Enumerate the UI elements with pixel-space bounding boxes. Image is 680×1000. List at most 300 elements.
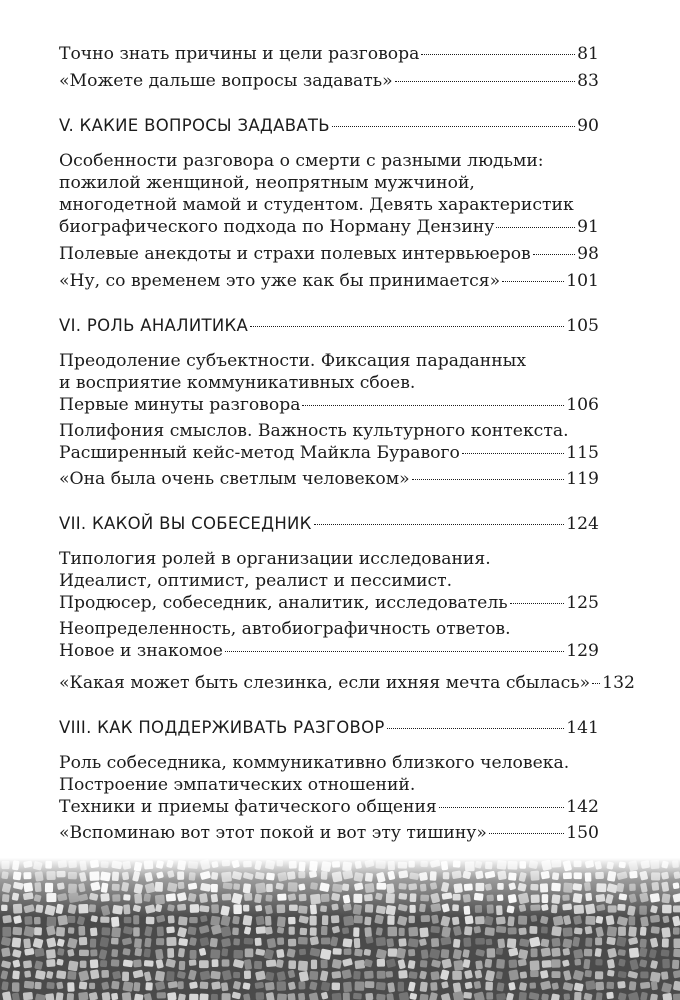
mosaic-tile [166, 926, 175, 933]
mosaic-tile [629, 981, 637, 991]
mosaic-tile [518, 927, 526, 935]
toc-entry [59, 70, 599, 92]
mosaic-tile [67, 993, 74, 1000]
mosaic-tile [640, 971, 648, 978]
toc-entry [59, 150, 599, 238]
mosaic-tile [111, 949, 118, 957]
mosaic-tile [518, 949, 528, 960]
mosaic-tile [144, 938, 151, 948]
mosaic-tile [277, 981, 286, 991]
mosaic-tile [277, 993, 287, 1000]
mosaic-tile [574, 927, 583, 934]
mosaic-tile [333, 948, 342, 955]
mosaic-tile [606, 992, 614, 999]
mosaic-tile [376, 994, 386, 1000]
page-number: 106 [566, 395, 599, 415]
mosaic-tile [321, 937, 330, 944]
mosaic-tile [45, 993, 54, 1000]
mosaic-tile [187, 926, 196, 935]
mosaic-tile [344, 949, 352, 955]
mosaic-tile [574, 959, 581, 966]
mosaic-tile [376, 937, 386, 946]
entry-leader-row [59, 43, 599, 65]
mosaic-tile [155, 971, 165, 982]
mosaic-tile [267, 938, 277, 948]
mosaic-tile [596, 992, 603, 1000]
mosaic-tile [311, 960, 317, 970]
mosaic-tile [531, 948, 538, 957]
mosaic-tile [178, 948, 185, 958]
mosaic-tile [342, 938, 352, 947]
entry-leader-row [59, 270, 599, 292]
mosaic-tile [343, 993, 350, 1000]
mosaic-tile [265, 926, 273, 934]
mosaic-tile [143, 948, 151, 957]
mosaic-tile [200, 971, 211, 981]
page-number: 129 [566, 641, 599, 661]
entry-leader-row [59, 243, 599, 265]
mosaic-tile [265, 982, 275, 991]
mosaic-tile [112, 971, 121, 980]
mosaic-tile [221, 926, 232, 937]
mosaic-tile [398, 982, 404, 992]
mosaic-tile [651, 926, 660, 934]
chapter-entry [59, 513, 599, 535]
mosaic-tile [277, 927, 284, 934]
mosaic-tile [67, 971, 76, 980]
mosaic-tile [178, 938, 188, 946]
mosaic-tile [309, 971, 318, 980]
mosaic-tile [57, 948, 64, 956]
mosaic-tile [562, 948, 570, 956]
entry-leader-row [59, 216, 599, 238]
mosaic-tile [111, 981, 120, 990]
mosaic-tile [629, 947, 639, 958]
mosaic-tile [529, 926, 537, 934]
mosaic-tile [78, 992, 88, 1000]
mosaic-tile [618, 927, 626, 936]
mosaic-tile [377, 959, 385, 967]
mosaic-tile [606, 982, 614, 990]
mosaic-tile [441, 926, 451, 937]
entry-line: Преодоление субъектности. Фиксация параданных [59, 351, 527, 371]
mosaic-tile [564, 993, 571, 1000]
mosaic-tile [551, 948, 561, 957]
mosaic-tile [408, 938, 419, 947]
mosaic-tile [67, 982, 74, 992]
mosaic-tile [364, 927, 372, 937]
mosaic-tile [244, 970, 251, 978]
mosaic-tile [321, 960, 328, 969]
mosaic-tile [419, 994, 428, 1000]
chapter-title: V. КАКИЕ ВОПРОСЫ ЗАДАВАТЬ [59, 116, 330, 135]
mosaic-tile [640, 927, 647, 936]
mosaic-tile [673, 927, 680, 934]
mosaic-tile [287, 993, 295, 1000]
entry-title: «Какая может быть слезинка, если ихняя мечта сбылась» [59, 673, 591, 693]
mosaic-tile [332, 993, 342, 1000]
mosaic-tile [408, 927, 418, 937]
mosaic-tile [266, 960, 276, 968]
mosaic-tile [551, 971, 560, 978]
mosaic-tile [242, 982, 250, 990]
mosaic-tile [210, 938, 218, 948]
mosaic-tile [24, 981, 34, 989]
mosaic-tile [617, 981, 626, 989]
mosaic-tile [221, 938, 231, 947]
mosaic-tile [255, 938, 262, 946]
mosaic-tile [211, 981, 221, 990]
mosaic-tile [474, 981, 482, 989]
mosaic-tile [68, 960, 79, 971]
mosaic-tile [122, 992, 132, 1000]
mosaic-tile [408, 960, 416, 969]
mosaic-tile [618, 949, 626, 956]
entry-leader-row [59, 394, 599, 416]
mosaic-tile [496, 971, 503, 979]
toc-entry [59, 822, 599, 844]
mosaic-tile [574, 992, 581, 1000]
mosaic-tile [541, 926, 548, 933]
mosaic-tile [463, 937, 471, 947]
mosaic-tile [289, 927, 295, 935]
entry-title: Первые минуты разговора [59, 395, 301, 415]
mosaic-tile [386, 971, 393, 978]
mosaic-tile [496, 926, 506, 933]
page-number: 105 [566, 316, 599, 336]
mosaic-tile [551, 926, 562, 937]
page-number: 150 [566, 823, 599, 843]
mosaic-tile [190, 950, 197, 959]
entry-line: пожилой женщиной, неопрятным мужчиной, [59, 173, 475, 193]
mosaic-tile [90, 959, 99, 968]
mosaic-tile [421, 949, 429, 959]
mosaic-tile [79, 950, 89, 957]
entry-leader-row [59, 70, 599, 92]
mosaic-tile [496, 959, 505, 969]
dot-leader [412, 479, 565, 480]
mosaic-tile [519, 992, 527, 1000]
toc-entry [59, 468, 599, 490]
entry-leader-row [59, 115, 599, 137]
mosaic-tile [419, 927, 428, 937]
mosaic-tile [23, 960, 32, 968]
mosaic-tile [157, 992, 166, 998]
mosaic-tile [157, 926, 164, 936]
mosaic-tile [178, 981, 184, 989]
mosaic-tile [661, 949, 670, 956]
mosaic-tile [441, 949, 450, 958]
mosaic-tile [122, 972, 129, 982]
mosaic-decoration [0, 858, 680, 1000]
mosaic-tile [573, 949, 583, 959]
mosaic-tile [364, 949, 372, 956]
mosaic-tile [585, 938, 592, 947]
mosaic-tile [23, 938, 31, 948]
mosaic-tile [134, 938, 142, 948]
mosaic-tile [420, 982, 428, 993]
mosaic-tile [496, 993, 506, 1000]
mosaic-tile [277, 937, 284, 944]
mosaic-tile [430, 926, 440, 933]
mosaic-tile [233, 938, 240, 945]
mosaic-tile [430, 971, 439, 980]
mosaic-tile [485, 982, 493, 991]
mosaic-tile [551, 938, 560, 947]
entry-title: «Ну, со временем это уже как бы принимается» [59, 271, 501, 291]
mosaic-tile [200, 937, 210, 946]
entry-title: биографического подхода по Норману Дензину [59, 217, 495, 237]
mosaic-tile [585, 926, 593, 935]
entry-title: Полевые анекдоты и страхи полевых интервьюеров [59, 244, 531, 264]
entry-title: «Можете дальше вопросы задавать» [59, 71, 393, 91]
mosaic-tile [584, 970, 592, 977]
mosaic-tile [485, 927, 495, 936]
entry-leader-row [59, 672, 635, 694]
mosaic-tile [111, 993, 118, 1000]
mosaic-tile [68, 927, 75, 934]
mosaic-tile [364, 971, 374, 979]
dot-leader [332, 126, 575, 127]
entry-title: Продюсер, собеседник, аналитик, исследователь [59, 593, 508, 613]
mosaic-tile [661, 971, 669, 980]
mosaic-tile [1, 981, 8, 990]
mosaic-tile [133, 982, 140, 991]
mosaic-tile [508, 969, 519, 980]
mosaic-tile [123, 959, 133, 967]
entry-leader-row [59, 822, 599, 844]
mosaic-tile [256, 992, 265, 1000]
mosaic-tile [595, 959, 602, 965]
mosaic-tile [56, 959, 63, 966]
mosaic-tile [310, 927, 317, 936]
mosaic-tile [508, 927, 517, 934]
toc-entry [59, 548, 599, 614]
dot-leader [496, 227, 575, 228]
entry-line: Особенности разговора о смерти с разными людьми: [59, 151, 544, 171]
entry-leader-row [59, 796, 599, 818]
mosaic-tile [354, 938, 361, 948]
dot-leader [533, 254, 575, 255]
entry-line: и восприятие коммуникативных сбоев. [59, 373, 416, 393]
mosaic-tile [1, 947, 11, 957]
entry-line: Построение эмпатических отношений. [59, 775, 416, 795]
entry-line: многодетной мамой и студентом. Девять характеристик [59, 195, 574, 215]
mosaic-tile [453, 982, 462, 992]
mosaic-tile [90, 969, 100, 979]
mosaic-tile [199, 960, 209, 968]
entry-leader-row [59, 513, 599, 535]
mosaic-tile [584, 949, 592, 957]
mosaic-tile [12, 937, 22, 947]
mosaic-tile [574, 983, 584, 992]
mosaic-tile [90, 939, 96, 948]
dot-leader [502, 281, 564, 282]
toc-entry [59, 672, 635, 694]
mosaic-tile [166, 971, 175, 981]
mosaic-tile [541, 947, 551, 957]
mosaic-tile [595, 982, 604, 991]
mosaic-tile [420, 960, 428, 968]
page-number: 101 [566, 271, 599, 291]
mosaic-tile [265, 971, 274, 981]
mosaic-tile [388, 948, 398, 956]
mosaic-tile [474, 926, 482, 934]
mosaic-tile [101, 927, 110, 935]
mosaic-tile [673, 949, 680, 958]
mosaic-tile [398, 970, 408, 979]
dot-leader [489, 833, 564, 834]
mosaic-tile [487, 948, 496, 958]
mosaic-tile [23, 992, 33, 1000]
mosaic-tile [24, 970, 31, 977]
mosaic-tile [563, 927, 573, 936]
mosaic-tile [144, 960, 154, 967]
mosaic-tile [496, 982, 504, 991]
mosaic-tile [465, 982, 473, 990]
mosaic-tile [386, 938, 394, 947]
mosaic-tile [276, 949, 284, 958]
mosaic-tile [111, 937, 119, 944]
mosaic-tile [399, 928, 405, 936]
mosaic-tile [353, 993, 362, 1000]
mosaic-tile [595, 971, 603, 979]
mosaic-tile [78, 926, 85, 936]
page-number: 98 [577, 244, 599, 264]
mosaic-tile [102, 992, 111, 1000]
mosaic-tile [134, 948, 142, 957]
mosaic-tile [298, 937, 308, 945]
mosaic-tile [321, 982, 331, 992]
mosaic-tile [595, 937, 602, 945]
mosaic-tile [520, 971, 528, 978]
mosaic-tile [145, 982, 153, 991]
chapter-title: VII. КАКОЙ ВЫ СОБЕСЕДНИК [59, 514, 312, 533]
mosaic-tile [221, 982, 229, 991]
mosaic-tile [12, 982, 19, 991]
chapter-entry [59, 315, 599, 337]
mosaic-tile [156, 938, 164, 945]
mosaic-tile [662, 938, 669, 947]
mosaic-tile [431, 938, 439, 947]
mosaic-tile [486, 939, 493, 946]
mosaic-tile [79, 981, 88, 989]
mosaic-tile [111, 917, 120, 928]
mosaic-tile [101, 970, 109, 978]
mosaic-tile [199, 993, 208, 1000]
entry-leader-row [59, 468, 599, 490]
mosaic-tile [607, 970, 615, 977]
page-number: 115 [566, 443, 599, 463]
mosaic-tile [595, 948, 602, 957]
mosaic-tile [300, 928, 308, 936]
mosaic-tile [298, 993, 305, 1000]
entry-title: «Вспоминаю вот этот покой и вот эту тишину» [59, 823, 487, 843]
mosaic-tile [288, 939, 296, 947]
mosaic-tile [232, 927, 239, 935]
page-number: 81 [577, 44, 599, 64]
entry-title: Новое и знакомое [59, 641, 223, 661]
mosaic-tile [46, 982, 54, 989]
mosaic-tile [354, 981, 364, 991]
mosaic-tile [430, 982, 437, 991]
mosaic-tile [122, 948, 130, 956]
mosaic-tile [189, 981, 198, 989]
mosaic-tile [200, 981, 209, 989]
page-number: 124 [566, 514, 599, 534]
mosaic-tile [122, 981, 133, 992]
mosaic-tile [320, 948, 332, 960]
mosaic-tile [35, 970, 46, 980]
entry-title: Техники и приемы фатического общения [59, 797, 437, 817]
mosaic-tile [484, 959, 492, 968]
mosaic-tile [529, 982, 536, 988]
mosaic-tile [673, 938, 680, 948]
mosaic-tile [12, 970, 20, 979]
mosaic-tile [585, 980, 595, 990]
dot-leader [387, 728, 565, 729]
mosaic-tile [541, 939, 550, 948]
mosaic-tile [508, 959, 517, 968]
mosaic-tile [211, 994, 218, 1000]
dot-leader [439, 807, 564, 808]
mosaic-tile [342, 927, 349, 934]
mosaic-tile [244, 938, 254, 945]
entry-title: «Она была очень светлым человеком» [59, 469, 410, 489]
mosaic-tile [497, 938, 505, 948]
mosaic-tile [155, 949, 164, 960]
mosaic-tile [254, 961, 262, 969]
mosaic-tile [55, 992, 63, 1000]
mosaic-tile [310, 936, 319, 945]
mosaic-tile [288, 960, 296, 969]
mosaic-tile [541, 993, 549, 1000]
mosaic-tile [353, 971, 361, 980]
mosaic-tile [640, 939, 647, 948]
mosaic-tile [47, 917, 57, 927]
dot-leader [225, 651, 564, 652]
mosaic-tile [79, 937, 88, 945]
mosaic-tile [452, 971, 462, 980]
mosaic-tile [496, 948, 503, 955]
entry-line: Идеалист, оптимист, реалист и пессимист. [59, 571, 453, 591]
entry-leader-row [59, 592, 599, 614]
toc-entry [59, 618, 599, 662]
mosaic-tile [377, 971, 386, 979]
page-number: 142 [566, 797, 599, 817]
mosaic-tile [464, 926, 473, 936]
mosaic-tile [463, 992, 472, 999]
mosaic-tile [245, 948, 254, 957]
mosaic-tile [210, 949, 220, 959]
mosaic-tile [486, 992, 493, 1000]
entry-line: Полифония смыслов. Важность культурного контекста. [59, 421, 569, 441]
mosaic-tile [365, 993, 373, 1000]
mosaic-tile [233, 950, 243, 959]
mosaic-tile [542, 960, 552, 968]
chapter-title: VI. РОЛЬ АНАЛИТИКА [59, 316, 249, 335]
dot-leader [302, 405, 564, 406]
mosaic-tile [56, 927, 65, 937]
dot-leader [250, 326, 564, 327]
mosaic-tile [332, 959, 342, 969]
entry-line: Роль собеседника, коммуникативно близкого человека. [59, 753, 570, 773]
mosaic-tile [651, 981, 658, 990]
mosaic-tile [530, 970, 538, 977]
mosaic-tile [661, 927, 671, 938]
mosaic-tile [189, 994, 198, 1000]
dot-leader [421, 54, 575, 55]
